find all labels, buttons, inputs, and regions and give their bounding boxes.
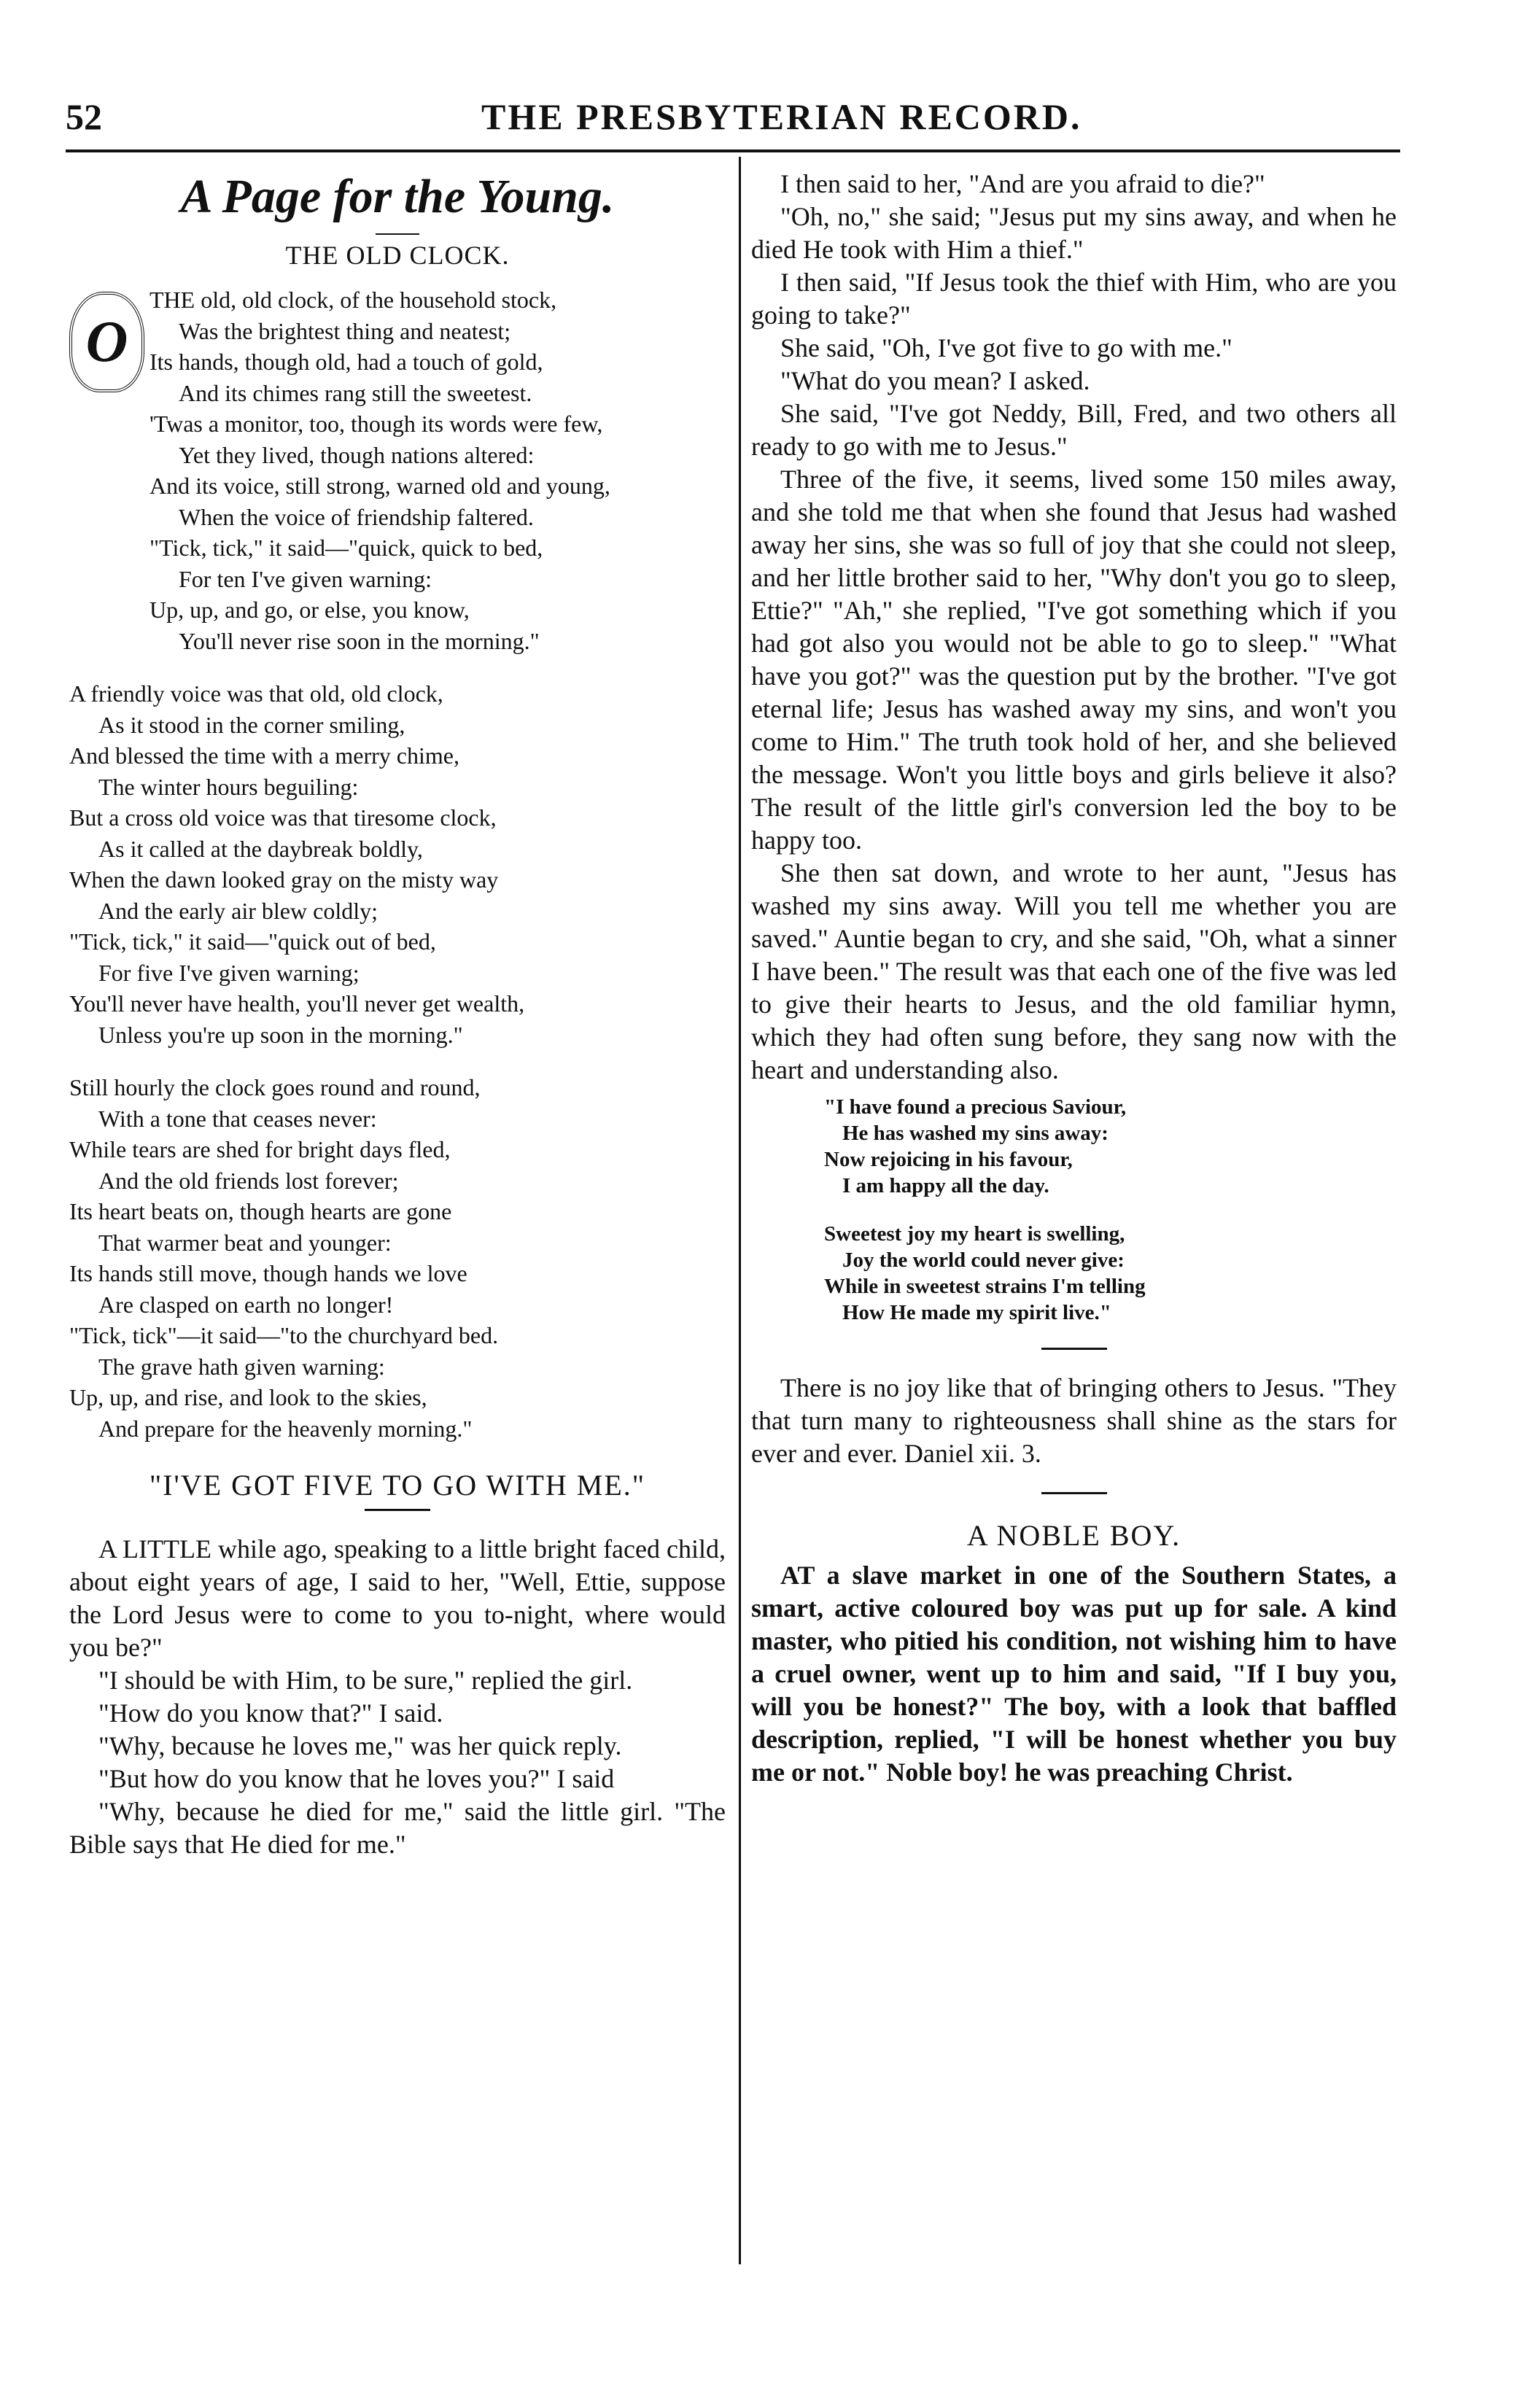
masthead-title: THE PRESBYTERIAN RECORD. bbox=[481, 96, 1082, 137]
poem-line: That warmer beat and younger: bbox=[98, 1229, 392, 1256]
hymn-line: While in sweetest strains I'm telling bbox=[824, 1275, 1146, 1298]
hymn-line: Sweetest joy my heart is swelling, bbox=[824, 1222, 1125, 1246]
story-paragraph: A LITTLE while ago, speaking to a little bright faced child, about eight years of age, I said to her, "Well, Ettie, suppose the Lord Jesus were to come to you to-night, where would you be?" bbox=[69, 1534, 726, 1662]
poem-line: 'Twas a monitor, too, though its words were few, bbox=[150, 411, 603, 437]
poem-line: Its heart beats on, though hearts are gone bbox=[69, 1198, 452, 1224]
poem-line: When the dawn looked gray on the misty way bbox=[69, 866, 499, 893]
poem-line: A friendly voice was that old, old clock, bbox=[69, 680, 443, 707]
hymn-line: Joy the world could never give: bbox=[842, 1248, 1125, 1272]
title-rule bbox=[376, 233, 419, 235]
poem-line: The winter hours beguiling: bbox=[98, 773, 359, 800]
poem-line: "Tick, tick"—it said—"to the churchyard bed. bbox=[69, 1322, 499, 1348]
story-paragraph: "Oh, no," she said; "Jesus put my sins away, and when he died He took with Him a thief." bbox=[751, 202, 1397, 264]
poem-line: Are clasped on earth no longer! bbox=[98, 1291, 394, 1318]
left-column bbox=[69, 168, 726, 1861]
story-paragraph: "Why, because he loves me," was her quick reply. bbox=[98, 1731, 622, 1760]
poem-title: THE OLD CLOCK. bbox=[285, 241, 510, 270]
hymn-line: He has washed my sins away: bbox=[842, 1122, 1109, 1145]
poem-line: And its voice, still strong, warned old and young, bbox=[150, 473, 610, 499]
section-divider bbox=[1041, 1348, 1107, 1350]
hymn-line: How He made my spirit live." bbox=[842, 1301, 1111, 1324]
poem-line: When the voice of friendship faltered. bbox=[179, 503, 534, 530]
story-title-rule bbox=[365, 1509, 430, 1511]
hymn-quote bbox=[824, 1094, 1397, 1326]
story-paragraph: "But how do you know that he loves you?" I said bbox=[98, 1764, 615, 1793]
hymn-line: Now rejoicing in his favour, bbox=[824, 1148, 1073, 1171]
page-header bbox=[66, 88, 1400, 146]
story-paragraph: "Why, because he died for me," said the little girl. "The Bible says that He died for me." bbox=[69, 1797, 726, 1859]
poem-line: Still hourly the clock goes round and round, bbox=[69, 1074, 481, 1100]
story-paragraph: She said, "I've got Neddy, Bill, Fred, and two others all ready to go with me to Jesus." bbox=[751, 399, 1397, 461]
story-paragraph: She then sat down, and wrote to her aunt, "Jesus has washed my sins away. Will you tell me whether you are saved." Auntie began to cry, and she said, "Oh, what a sinner I have been." The result was that each one of the five was led to give their hearts to Jesus, and the old familiar hymn, which they had often sung before, they sang now with the heart and understanding also. bbox=[751, 858, 1397, 1084]
section-divider bbox=[1041, 1492, 1107, 1494]
noble-boy-title: A NOBLE BOY. bbox=[966, 1519, 1181, 1552]
poem-line: With a tone that ceases never: bbox=[98, 1105, 377, 1132]
hymn-line: "I have found a precious Saviour, bbox=[824, 1095, 1127, 1119]
poem-line: As it stood in the corner smiling, bbox=[98, 711, 405, 738]
poem-line: And prepare for the heavenly morning." bbox=[98, 1415, 473, 1442]
poem-line: For five I've given warning; bbox=[98, 959, 360, 986]
hymn-line: I am happy all the day. bbox=[842, 1174, 1049, 1197]
story-title: "I'VE GOT FIVE TO GO WITH ME." bbox=[149, 1469, 646, 1502]
poem-line: And the old friends lost forever; bbox=[98, 1167, 399, 1194]
poem-line: Up, up, and rise, and look to the skies, bbox=[69, 1384, 427, 1410]
poem-line: As it called at the daybreak boldly, bbox=[98, 835, 423, 862]
page-number: 52 bbox=[66, 96, 102, 137]
column-divider bbox=[739, 157, 741, 2264]
poem-line: You'll never rise soon in the morning." bbox=[179, 627, 540, 654]
poem-line: But a cross old voice was that tiresome clock, bbox=[69, 804, 497, 831]
right-column bbox=[751, 168, 1397, 1789]
poem-line: "Tick, tick," it said—"quick, quick to bed, bbox=[150, 535, 543, 561]
noble-boy-paragraph: AT a slave market in one of the Southern States, a smart, active coloured boy was put up for sale. A kind master, who pitied his condition, not wishing him to have a cruel owner, went up to him and said, "If I buy you, will you be honest?" The boy, with a look that baffled description, replied, "I will be honest whether you buy me or not." Noble boy! he was preaching Christ. bbox=[751, 1561, 1397, 1787]
poem-stanza bbox=[150, 284, 726, 656]
section-title: A Page for the Young. bbox=[180, 170, 615, 223]
story-paragraph: "How do you know that?" I said. bbox=[98, 1698, 443, 1728]
poem-line: Its hands, though old, had a touch of gold, bbox=[150, 349, 543, 375]
closing-paragraph: There is no joy like that of bringing others to Jesus. "They that turn many to righteousness shall shine as the stars for ever and ever. Daniel xii. 3. bbox=[751, 1373, 1397, 1468]
poem-stanza bbox=[69, 1072, 726, 1444]
poem-line: Up, up, and go, or else, you know, bbox=[150, 597, 470, 623]
poem-line: For ten I've given warning: bbox=[179, 565, 432, 592]
story-paragraph: I then said, "If Jesus took the thief with Him, who are you going to take?" bbox=[751, 268, 1397, 330]
poem-line: And blessed the time with a merry chime, bbox=[69, 742, 459, 769]
story-paragraph: She said, "Oh, I've got five to go with me." bbox=[780, 333, 1232, 362]
poem-line: And the early air blew coldly; bbox=[98, 897, 378, 924]
story-paragraph: I then said to her, "And are you afraid to die?" bbox=[780, 169, 1265, 198]
story-paragraph: "I should be with Him, to be sure," replied the girl. bbox=[98, 1666, 633, 1695]
poem-line: "Tick, tick," it said—"quick out of bed, bbox=[69, 928, 436, 955]
poem-stanza-1-wrap bbox=[69, 284, 726, 656]
poem-line: You'll never have health, you'll never get wealth, bbox=[69, 990, 525, 1017]
header-rule bbox=[66, 149, 1400, 152]
poem-line: Its hands still move, though hands we love bbox=[69, 1260, 467, 1286]
poem-line: While tears are shed for bright days fled, bbox=[69, 1136, 451, 1162]
poem-line: Unless you're up soon in the morning." bbox=[98, 1021, 463, 1048]
poem-line: THE old, old clock, of the household stock, bbox=[150, 287, 557, 313]
poem-line: The grave hath given warning: bbox=[98, 1353, 385, 1380]
poem-stanza bbox=[69, 678, 726, 1050]
story-paragraph: "What do you mean? I asked. bbox=[780, 366, 1090, 395]
poem-line: Was the brightest thing and neatest; bbox=[179, 317, 511, 344]
ornamental-drop-cap: O bbox=[69, 292, 144, 392]
story-paragraph: Three of the five, it seems, lived some 150 miles away, and she told me that when she found that Jesus had washed away her sins, she was so full of joy that she could not sleep, and her little brother said to her, "Why don't you go to sleep, Ettie?" "Ah," she replied, "I've got something which if you had got also you would not be able to go to sleep." "What have you got?" was the question put by the brother. "I've got eternal life; Jesus has washed away my sins, and won't you come to Him." The truth took hold of her, and she believed the message. Won't you little boys and girls believe it also? The result of the little girl's conversion led the boy to be happy too. bbox=[751, 465, 1397, 855]
hymn-gap bbox=[824, 1199, 1397, 1221]
poem-line: Yet they lived, though nations altered: bbox=[179, 441, 535, 468]
poem-line: And its chimes rang still the sweetest. bbox=[179, 379, 532, 406]
